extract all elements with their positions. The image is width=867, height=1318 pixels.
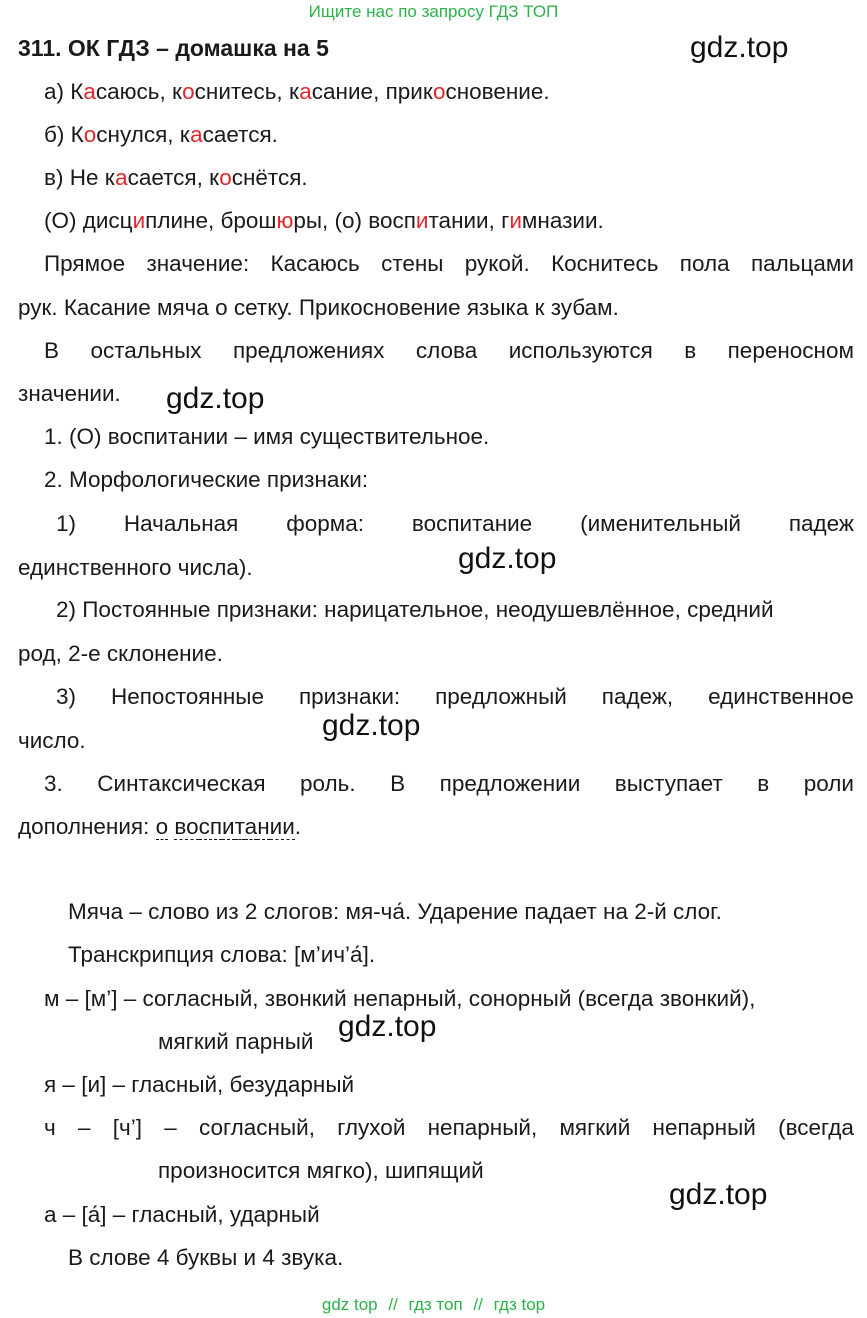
figurative-meaning-cont: значении. [18, 381, 121, 406]
search-banner[interactable]: Ищите нас по запросу ГДЗ ТОП [308, 2, 559, 21]
phonetic-summary: В слове 4 буквы и 4 звука. [68, 1245, 344, 1270]
footer-link[interactable]: гдз топ [408, 1295, 463, 1314]
direct-meaning: Прямое значение: Касаюсь стены рукой. Коснитесь пола пальцами [44, 251, 854, 276]
constant-features-cont: род, 2-е склонение. [18, 641, 223, 666]
watermark: gdz.top [166, 382, 265, 415]
direct-meaning-cont: рук. Касание мяча о сетку. Прикосновение языка к зубам. [18, 295, 619, 320]
figurative-meaning: В остальных предложениях слова используются в переносном [44, 338, 854, 363]
phonetic-m: м – [м’] – согласный, звонкий непарный, сонорный (всегда звонкий), [44, 986, 756, 1011]
constant-features: 2) Постоянные признаки: нарицательное, неодушевлённое, средний [56, 597, 774, 622]
watermark: gdz.top [458, 542, 557, 575]
syntactic-role-cont: дополнения: о воспитании. [18, 814, 302, 839]
analysis-item-2: 2. Морфологические признаки: [44, 467, 369, 492]
footer-link[interactable]: гдз top [493, 1295, 546, 1314]
phonetic-ch: ч – [ч’] – согласный, глухой непарный, мягкий непарный (всегда [44, 1115, 854, 1140]
watermark: gdz.top [322, 709, 421, 742]
phonetic-a: а – [а́] – гласный, ударный [44, 1202, 320, 1227]
watermark: gdz.top [338, 1010, 437, 1043]
initial-form: 1) Начальная форма: воспитание (именительный падеж [56, 511, 854, 536]
phonetic-transcription: Транскрипция слова: [м’ич’а́]. [68, 942, 376, 967]
watermark: gdz.top [690, 31, 789, 64]
initial-form-cont: единственного числа). [18, 555, 253, 580]
syntactic-role: 3. Синтаксическая роль. В предложении выступает в роли [44, 771, 854, 796]
watermark: gdz.top [669, 1178, 768, 1211]
phonetic-syllables: Мяча – слово из 2 слогов: мя-ча́. Ударение падает на 2-й слог. [68, 899, 722, 924]
answer-v: в) Не касается, коснётся. [44, 165, 308, 190]
answer-b: б) Коснулся, касается. [44, 122, 278, 147]
answer-o: (О) дисциплине, брошюры, (о) воспитании, гимназии. [44, 208, 604, 233]
footer-link[interactable]: gdz top [321, 1295, 378, 1314]
variable-features-cont: число. [18, 728, 86, 753]
footer-links [0, 1295, 867, 1315]
exercise-heading: 311. ОК ГДЗ – домашка на 5 [18, 35, 329, 61]
footer-separator: // [388, 1295, 398, 1314]
answer-a: а) Касаюсь, коснитесь, касание, прикосновение. [44, 79, 550, 104]
phonetic-ch-cont: произносится мягко), шипящий [158, 1158, 484, 1183]
phonetic-ya: я – [и] – гласный, безударный [44, 1072, 355, 1097]
phonetic-m-cont: мягкий парный [158, 1029, 314, 1054]
variable-features: 3) Непостоянные признаки: предложный падеж, единственное [56, 684, 854, 709]
analysis-item-1: 1. (О) воспитании – имя существительное. [44, 424, 490, 449]
footer-separator: // [473, 1295, 483, 1314]
